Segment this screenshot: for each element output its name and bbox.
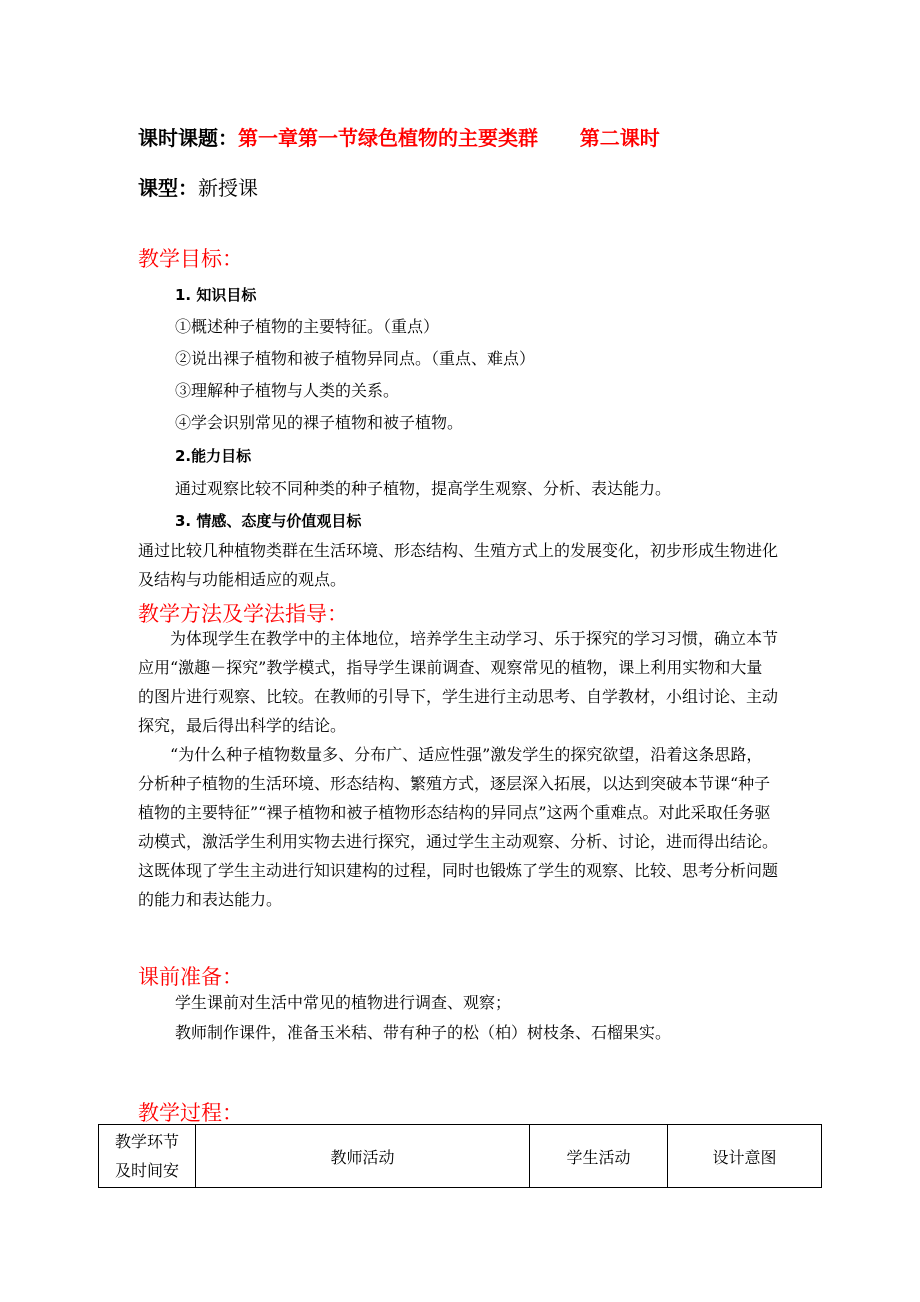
process-heading: 教学过程：: [138, 1101, 243, 1125]
ability-objective-title: 2.能力目标: [175, 447, 252, 465]
process-table: [98, 1124, 822, 1188]
header-cell-stage-line: 教学环节: [114, 1132, 179, 1151]
methods-heading: 教学方法及学法指导：: [138, 602, 348, 626]
header-cell-teacher: 教师活动: [196, 1125, 530, 1188]
header-cell-design: 设计意图: [668, 1125, 822, 1188]
prep-line: 学生课前对生活中常见的植物进行调查、观察；: [175, 993, 512, 1012]
methods-body: [138, 624, 778, 914]
emotion-objective-text: 通过比较几种植物类群在生活环境、形态结构、生殖方式上的发展变化，初步形成生物进化及结构与功能相适应的观点。: [138, 541, 779, 589]
lesson-type: [138, 172, 258, 201]
header-cell-stage-line: 及时间安: [114, 1161, 179, 1180]
ability-objective-text: 通过观察比较不同种类的种子植物，提高学生观察、分析、表达能力。: [175, 479, 672, 498]
knowledge-item: ②说出裸子植物和被子植物异同点。（重点、难点）: [175, 349, 536, 368]
header-cell-stage: [99, 1125, 196, 1188]
prep-heading: 课前准备：: [138, 965, 243, 989]
table-header-row: [99, 1125, 822, 1188]
methods-paragraph: 为体现学生在教学中的主体地位，培养学生主动学习、乐于探究的学习习惯，确立本节应用“激趣－探究”教学模式，指导学生课前调查、观察常见的植物，课上利用实物和大量的图片进行观察、比较。在教师的引导下，学生进行主动思考、自学教材，小组讨论、主动探究，最后得出科学的结论。: [138, 629, 779, 735]
emotion-objective-title: 3. 情感、态度与价值观目标: [175, 512, 362, 530]
knowledge-objective-title: 1. 知识目标: [175, 286, 257, 304]
objectives-heading: 教学目标：: [138, 247, 243, 271]
header-cell-student: 学生活动: [530, 1125, 668, 1188]
lesson-type-value: 新授课: [198, 176, 258, 200]
prep-line: 教师制作课件，准备玉米秸、带有种子的松（柏）树枝条、石榴果实。: [175, 1023, 672, 1042]
knowledge-item: ①概述种子植物的主要特征。（重点）: [175, 317, 440, 336]
methods-paragraph: “为什么种子植物数量多、分布广、适应性强”激发学生的探究欲望，沿着这条思路，分析种子植物的生活环境、形态结构、繁殖方式，逐层深入拓展，以达到突破本节课“种子植物的主要特征”“裸子植物和被子植物形态结构的异同点”这两个重难点。对此采取任务驱动模式，激活学生利用实物去进行探究，通过学生主动观察、分析、讨论，进而得出结论。这既体现了学生主动进行知识建构的过程，同时也锻炼了学生的观察、比较、思考分析问题的能力和表达能力。: [138, 745, 779, 909]
lesson-title: [138, 122, 660, 151]
knowledge-item: ③理解种子植物与人类的关系。: [175, 381, 400, 400]
lesson-title-text: 第一章第一节绿色植物的主要类群 第二课时: [238, 126, 660, 150]
knowledge-item: ④学会识别常见的裸子植物和被子植物。: [175, 413, 464, 432]
lesson-type-label: 课型：: [138, 176, 198, 200]
lesson-title-label: 课时课题：: [138, 126, 238, 150]
